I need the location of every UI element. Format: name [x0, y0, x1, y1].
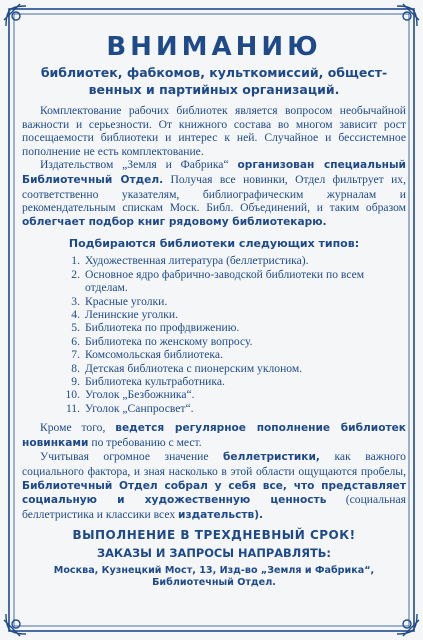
paragraph-intro: Комплектование рабочих библиотек является вопросом необычайной важности и серьезности. От книжного состава во многом зависит рост посещаемости библиотеки и интерес к ней. Случайное и бессистемное пополнение не есть комплектование. [22, 104, 406, 158]
item-number: 4. [71, 307, 80, 321]
library-types-list [22, 254, 406, 415]
item-text: Основное ядро фабрично-заводской библиотеки по всем отделам. [85, 267, 365, 295]
bold-text: издательств). [178, 508, 264, 521]
bold-text: ведется регулярное пополнение библиотек новинками [22, 422, 406, 449]
library-type-item [58, 388, 406, 401]
bold-text: организован специальный Библиотечный Отдел. [22, 159, 406, 186]
notice-content [22, 32, 406, 589]
item-text: Комсомольская библиотека. [85, 348, 223, 362]
paragraph-fiction: Учитывая огромное значение беллетристики, как важного социального фактора, и зная насколько в этой области ощущаются пробелы, Библиотечный Отдел собрал у себя все, что представляет социальную и художественную ценность (социальная беллетристика и классики всех издательств). [22, 450, 406, 521]
library-type-item [58, 321, 406, 334]
library-type-item [58, 295, 406, 308]
item-text: Библиотека по профдвижению. [85, 321, 240, 335]
item-number: 1. [71, 254, 80, 268]
library-type-item [58, 375, 406, 388]
bold-text: Библиотечный Отдел собрал у себя все, что представляет социальную и художественную ценность [22, 479, 406, 507]
bold-text: облегчает подбор книг рядовому библиотекарю. [22, 215, 327, 228]
bold-text: беллетристики, [223, 451, 320, 464]
notice-subtitle [22, 64, 406, 98]
library-type-item [58, 335, 406, 348]
address-line: Москва, Кузнецкий Мост, 13, Изд-во „Земля и Фабрика“, [53, 565, 375, 577]
address-line: Библиотечный Отдел. [152, 577, 276, 589]
library-type-item [58, 362, 406, 375]
address [22, 565, 406, 589]
item-number: 11. [65, 401, 80, 415]
item-number: 2. [71, 267, 80, 281]
notice-title: ВНИМАНИЮ [106, 32, 322, 62]
subtitle-line: библиотек, фабкомов, культкомиссий, общест- [40, 65, 388, 80]
item-text: Красные уголки. [85, 294, 168, 308]
library-type-item [58, 348, 406, 361]
orders-heading: ЗАКАЗЫ И ЗАПРОСЫ НАПРАВЛЯТЬ: [97, 546, 331, 561]
item-text: Художественная литература (беллетристика). [85, 254, 309, 268]
library-type-item [58, 268, 406, 295]
paragraph-replenishment: Кроме того, ведется регулярное пополнение библиотек новинками по требованию с мест. [22, 421, 406, 449]
item-number: 10. [65, 388, 80, 402]
deadline-notice: ВЫПОЛНЕНИЕ В ТРЕХДНЕВНЫЙ СРОК! [72, 528, 356, 543]
library-type-item [58, 402, 406, 415]
library-type-item [58, 308, 406, 321]
library-type-item [58, 254, 406, 267]
item-number: 6. [71, 334, 80, 348]
item-text: Библиотека культработника. [85, 375, 225, 388]
types-heading: Подбираются библиотеки следующих типов: [68, 237, 360, 251]
item-number: 3. [71, 294, 80, 308]
item-text: Уголок „Санпросвет“. [85, 401, 194, 415]
item-number: 7. [71, 348, 80, 362]
subtitle-line: венных и партийных организаций. [88, 82, 340, 97]
paragraph-department: Издательством „Земля и Фабрика“ организован специальный Библиотечный Отдел. Получая все новинки, Отдел фильтрует их, соответственно указателям, библиографическим журналам и рекомендательным спискам Моск. Библ. Объединений, и таким образом облегчает подбор книг рядовому библиотекарю. [22, 158, 406, 228]
item-text: Ленинские уголки. [85, 307, 178, 321]
item-text: Библиотека по женскому вопросу. [85, 334, 253, 348]
item-number: 9. [71, 375, 80, 388]
item-number: 5. [71, 321, 80, 335]
item-number: 8. [71, 361, 80, 375]
item-text: Уголок „Безбожника“. [85, 388, 195, 402]
item-text: Детская библиотека с пионерским уклоном. [85, 361, 303, 375]
